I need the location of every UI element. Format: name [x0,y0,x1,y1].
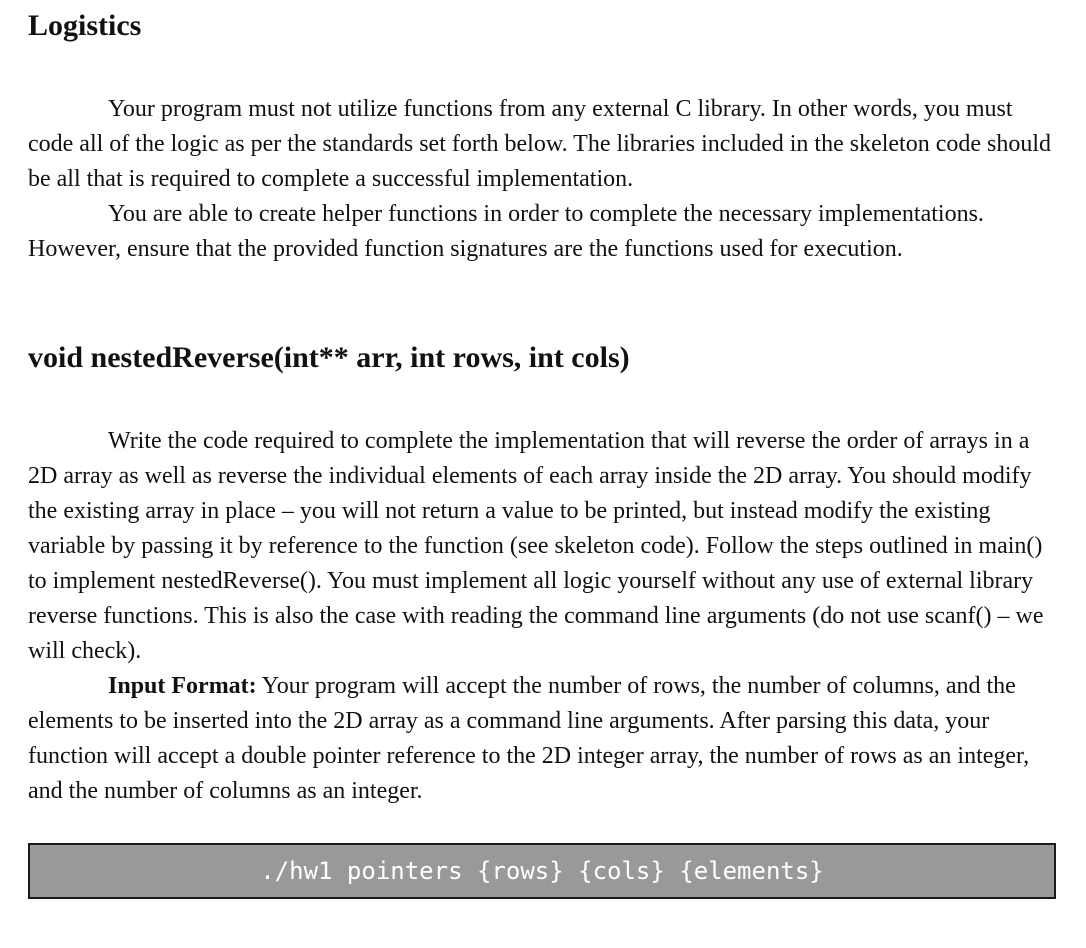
input-format-paragraph [28,669,1058,809]
logistics-heading: Logistics [28,9,142,42]
input-format-label: Input Format: [108,673,257,699]
function-description-body [28,424,1058,809]
logistics-body [28,92,1058,267]
command-line-code-block [28,843,1056,899]
command-line-text: ./hw1 pointers {rows} {cols} {elements} [260,857,824,885]
input-format-text: Your program will accept the number of rows, the number of columns, and the elements to be inserted into the 2D array as a command line arguments. After parsing this data, your function will accept a double pointer reference to the 2D integer array, the number of rows as an integer, and the number of columns as an integer. [28,673,1030,804]
function-description-paragraph: Write the code required to complete the implementation that will reverse the order of arrays in a 2D array as well as reverse the individual elements of each array inside the 2D array. You should modify the existing array in place – you will not return a value to be printed, but instead modify the existing variable by passing it by reference to the function (see skeleton code). Follow the steps outlined in main() to implement nestedReverse(). You must implement all logic yourself without any use of external library reverse functions. This is also the case with reading the command line arguments (do not use scanf() – we will check). [28,428,1044,664]
logistics-paragraph-2: You are able to create helper functions in order to complete the necessary implementations. However, ensure that the provided function signatures are the functions used for execution. [28,201,984,262]
function-signature-heading: void nestedReverse(int** arr, int rows, int cols) [28,341,630,374]
logistics-paragraph-1: Your program must not utilize functions from any external C library. In other words, you must code all of the logic as per the standards set forth below. The libraries included in the skeleton code should be all that is required to complete a successful implementation. [28,96,1052,192]
